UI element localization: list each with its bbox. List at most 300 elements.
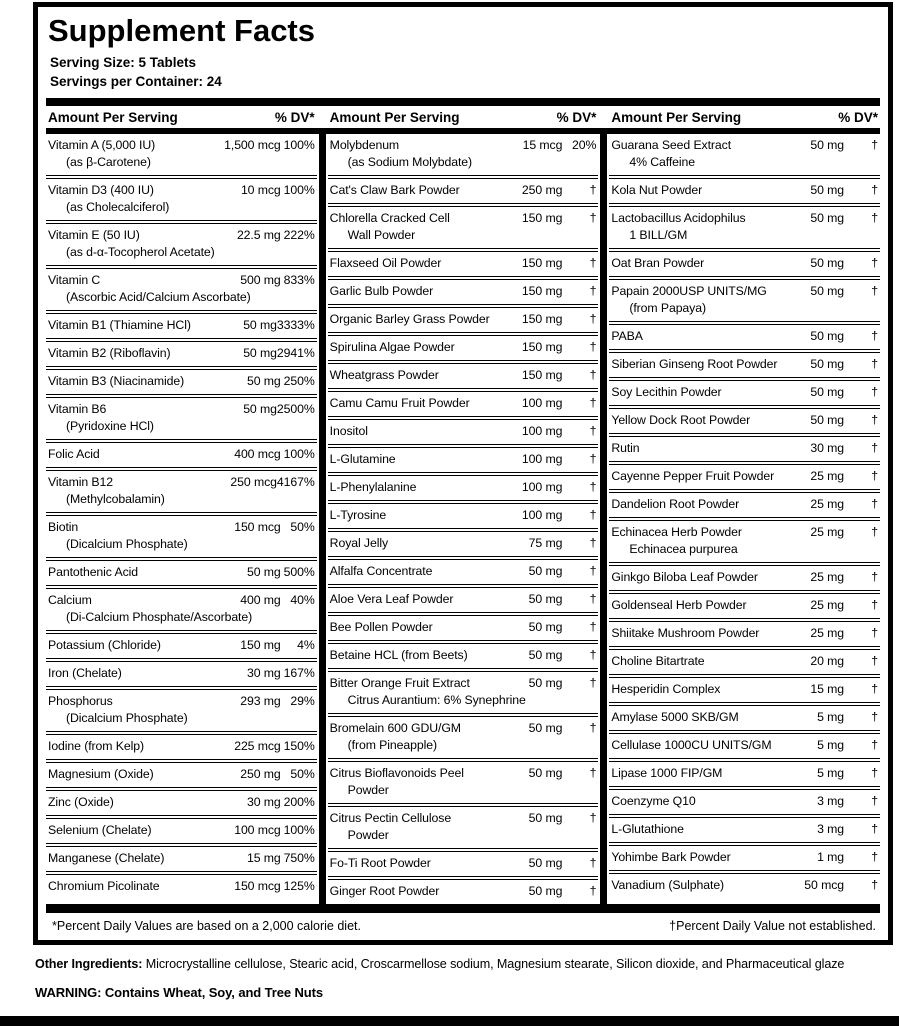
ingredient-row xyxy=(328,332,599,360)
ingredient-subname: (Dicalcium Phosphate) xyxy=(66,537,188,551)
ingredient-row xyxy=(609,618,880,646)
ingredient-dv: † xyxy=(871,284,879,298)
bottom-black-bar xyxy=(0,1016,899,1026)
ingredient-dv: † xyxy=(589,811,597,825)
ingredient-row xyxy=(609,134,880,175)
ingredient-amount: 1 mg xyxy=(817,850,845,864)
ingredient-dv: † xyxy=(871,256,879,270)
ingredient-amount: 150 mcg xyxy=(234,520,281,534)
ingredient-dv: † xyxy=(589,508,597,522)
ingredient-name: Selenium (Chelate) xyxy=(48,823,152,837)
ingredient-amount: 150 mg xyxy=(521,340,563,354)
ingredient-name: Vitamin B12 xyxy=(48,475,113,489)
ingredient-amount: 50 mg xyxy=(528,620,563,634)
ingredient-amount: 1,500 mcg xyxy=(224,138,281,152)
ingredient-name: Cayenne Pepper Fruit Powder xyxy=(611,469,775,483)
ingredient-row xyxy=(609,562,880,590)
ingredient-subname: (Pyridoxine HCl) xyxy=(66,419,154,433)
ingredient-row xyxy=(609,203,880,248)
ingredient-dv: † xyxy=(871,570,879,584)
ingredient-name: Amylase 5000 SKB/GM xyxy=(611,710,739,724)
ingredient-dv: † xyxy=(589,452,597,466)
ingredient-amount: 100 mg xyxy=(521,480,563,494)
ingredient-row xyxy=(328,388,599,416)
ingredient-amount: 50 mg xyxy=(528,564,563,578)
ingredient-name: L-Glutamine xyxy=(329,452,396,466)
ingredient-dv: 3333% xyxy=(276,318,315,332)
ingredient-row xyxy=(328,444,599,472)
ingredient-dv: † xyxy=(871,738,879,752)
ingredient-amount: 30 mg xyxy=(246,795,281,809)
ingredient-amount: 50 mg xyxy=(810,329,845,343)
ingredient-row xyxy=(46,871,317,899)
serving-info xyxy=(44,53,882,91)
ingredient-amount: 250 mg xyxy=(240,767,281,781)
ingredient-name: Siberian Ginseng Root Powder xyxy=(611,357,778,371)
ingredient-dv: † xyxy=(871,441,879,455)
ingredient-dv: 250% xyxy=(283,374,315,388)
percent-dv-label: % DV* xyxy=(838,110,879,125)
ingredient-dv: 167% xyxy=(283,666,315,680)
ingredient-amount: 293 mg xyxy=(240,694,281,708)
ingredient-amount: 50 mg xyxy=(246,374,281,388)
ingredient-name: Citrus Bioflavonoids Peel xyxy=(329,766,464,780)
ingredient-row xyxy=(609,674,880,702)
ingredient-amount: 50 mg xyxy=(810,385,845,399)
ingredient-row xyxy=(46,658,317,686)
ingredient-amount: 25 mg xyxy=(810,469,845,483)
ingredient-dv: † xyxy=(871,654,879,668)
ingredient-dv: † xyxy=(871,878,879,892)
ingredient-row xyxy=(328,803,599,848)
ingredient-name: PABA xyxy=(611,329,643,343)
ingredient-name: Chromium Picolinate xyxy=(48,879,160,893)
ingredient-row xyxy=(328,248,599,276)
ingredient-subname: Powder xyxy=(347,828,389,842)
ingredient-row xyxy=(46,394,317,439)
allergen-warning: WARNING: Contains Wheat, Soy, and Tree Nuts xyxy=(35,985,323,1000)
ingredient-amount: 100 mg xyxy=(521,424,563,438)
ingredient-amount: 15 mg xyxy=(810,682,845,696)
ingredient-name: Bromelain 600 GDU/GM xyxy=(329,721,461,735)
ingredient-name: Organic Barley Grass Powder xyxy=(329,312,490,326)
ingredient-name: Magnesium (Oxide) xyxy=(48,767,154,781)
ingredient-amount: 50 mg xyxy=(810,211,845,225)
ingredient-amount: 250 mg xyxy=(521,183,563,197)
ingredient-amount: 50 mg xyxy=(243,346,277,360)
ingredient-row xyxy=(609,489,880,517)
ingredient-name: Cat's Claw Bark Powder xyxy=(329,183,460,197)
ingredient-name: Bitter Orange Fruit Extract xyxy=(329,676,470,690)
ingredient-amount: 5 mg xyxy=(817,738,845,752)
ingredient-subname: (Methylcobalamin) xyxy=(66,492,165,506)
ingredient-name: Goldenseal Herb Powder xyxy=(611,598,747,612)
ingredient-subname: (as d-α-Tocopherol Acetate) xyxy=(66,245,215,259)
ingredient-row xyxy=(46,175,317,220)
ingredient-dv: † xyxy=(871,626,879,640)
ingredient-name: Molybdenum xyxy=(329,138,400,152)
ingredient-dv: † xyxy=(589,856,597,870)
ingredient-dv: 50% xyxy=(290,767,315,781)
ingredient-name: Rutin xyxy=(611,441,640,455)
ingredient-amount: 50 mg xyxy=(243,318,277,332)
ingredient-name: Oat Bran Powder xyxy=(611,256,705,270)
ingredient-amount: 22.5 mg xyxy=(236,228,281,242)
ingredient-dv: † xyxy=(589,340,597,354)
ingredient-row xyxy=(328,640,599,668)
ingredient-dv: 100% xyxy=(283,823,315,837)
ingredient-amount: 25 mg xyxy=(810,497,845,511)
ingredient-columns xyxy=(46,134,880,904)
ingredient-row xyxy=(609,730,880,758)
ingredient-name: Manganese (Chelate) xyxy=(48,851,165,865)
ingredient-dv: † xyxy=(589,620,597,634)
ingredient-amount: 25 mg xyxy=(810,626,845,640)
serving-size: Serving Size: 5 Tablets xyxy=(50,55,197,70)
ingredient-row xyxy=(609,646,880,674)
ingredient-dv: 4% xyxy=(297,638,315,652)
header-divider-bar xyxy=(46,98,880,106)
ingredient-row xyxy=(609,590,880,618)
ingredient-row xyxy=(328,203,599,248)
ingredient-dv: † xyxy=(871,469,879,483)
ingredient-dv: 100% xyxy=(283,138,315,152)
ingredient-dv: † xyxy=(871,138,879,152)
ingredient-amount: 50 mg xyxy=(810,357,845,371)
ingredient-dv: 222% xyxy=(283,228,315,242)
ingredient-name: Inositol xyxy=(329,424,368,438)
footer-divider-bar xyxy=(46,904,880,913)
ingredient-name: Kola Nut Powder xyxy=(611,183,703,197)
ingredient-dv: † xyxy=(871,329,879,343)
ingredient-name: Vitamin B3 (Niacinamide) xyxy=(48,374,185,388)
ingredient-name: Vanadium (Sulphate) xyxy=(611,878,725,892)
ingredient-name: Camu Camu Fruit Powder xyxy=(329,396,470,410)
ingredient-row xyxy=(46,310,317,338)
ingredient-amount: 75 mg xyxy=(528,536,563,550)
ingredient-name: Shiitake Mushroom Powder xyxy=(611,626,760,640)
other-ingredients xyxy=(35,956,893,972)
ingredient-name: Alfalfa Concentrate xyxy=(329,564,433,578)
ingredient-row xyxy=(328,668,599,713)
ingredient-name: Cellulase 1000CU UNITS/GM xyxy=(611,738,772,752)
ingredient-name: Iron (Chelate) xyxy=(48,666,122,680)
ingredient-dv: 40% xyxy=(290,593,315,607)
amount-per-serving-label: Amount Per Serving xyxy=(611,110,742,125)
ingredient-name: Folic Acid xyxy=(48,447,100,461)
ingredient-amount: 5 mg xyxy=(817,766,845,780)
ingredient-dv: † xyxy=(871,822,879,836)
ingredient-amount: 250 mcg xyxy=(230,475,277,489)
ingredient-row xyxy=(328,276,599,304)
ingredient-amount: 10 mcg xyxy=(240,183,281,197)
not-established-footnote: †Percent Daily Value not established. xyxy=(669,919,876,933)
ingredient-dv: † xyxy=(589,183,597,197)
ingredient-amount: 50 mg xyxy=(243,402,277,416)
amount-per-serving-label: Amount Per Serving xyxy=(48,110,178,125)
percent-dv-label: % DV* xyxy=(274,110,315,125)
ingredient-name: Phosphorus xyxy=(48,694,113,708)
ingredient-name: Vitamin B1 (Thiamine HCl) xyxy=(48,318,191,332)
ingredient-dv: † xyxy=(589,721,597,735)
ingredient-dv: 200% xyxy=(283,795,315,809)
column-headers xyxy=(46,106,880,128)
ingredient-amount: 50 mg xyxy=(528,648,563,662)
ingredient-dv: † xyxy=(589,648,597,662)
ingredient-row xyxy=(328,175,599,203)
ingredient-amount: 150 mg xyxy=(521,312,563,326)
column-separator xyxy=(600,134,607,904)
ingredient-amount: 50 mg xyxy=(810,256,845,270)
ingredient-amount: 150 mcg xyxy=(234,879,281,893)
ingredient-row xyxy=(609,175,880,203)
servings-per-container: Servings per Container: 24 xyxy=(50,74,222,89)
ingredient-amount: 150 mg xyxy=(521,284,563,298)
ingredient-amount: 3 mg xyxy=(817,822,845,836)
ingredient-row xyxy=(609,461,880,489)
ingredient-name: Ginkgo Biloba Leaf Powder xyxy=(611,570,758,584)
column-header-gap xyxy=(598,106,609,128)
ingredient-dv: 150% xyxy=(283,739,315,753)
ingredient-row xyxy=(609,433,880,461)
ingredient-column-3 xyxy=(609,134,880,904)
ingredient-amount: 50 mg xyxy=(528,721,563,735)
ingredient-row xyxy=(46,585,317,630)
ingredient-subname: (from Papaya) xyxy=(629,301,706,315)
ingredient-row xyxy=(609,377,880,405)
ingredient-dv: † xyxy=(589,368,597,382)
ingredient-dv: 2941% xyxy=(276,346,315,360)
ingredient-name: Yohimbe Bark Powder xyxy=(611,850,731,864)
ingredient-name: Chlorella Cracked Cell xyxy=(329,211,450,225)
ingredient-dv: 50% xyxy=(290,520,315,534)
ingredient-row xyxy=(328,360,599,388)
ingredient-row xyxy=(609,321,880,349)
ingredient-amount: 5 mg xyxy=(817,710,845,724)
ingredient-row xyxy=(46,439,317,467)
ingredient-row xyxy=(609,870,880,898)
ingredient-name: Aloe Vera Leaf Powder xyxy=(329,592,454,606)
ingredient-name: Vitamin B6 xyxy=(48,402,107,416)
ingredient-row xyxy=(609,702,880,730)
ingredient-subname: Wall Powder xyxy=(347,228,416,242)
ingredient-row xyxy=(328,584,599,612)
ingredient-row xyxy=(328,713,599,758)
ingredient-name: Coenzyme Q10 xyxy=(611,794,696,808)
ingredient-row xyxy=(609,758,880,786)
ingredient-row xyxy=(609,814,880,842)
ingredient-amount: 25 mg xyxy=(810,525,845,539)
amount-per-serving-label: Amount Per Serving xyxy=(329,110,460,125)
ingredient-amount: 100 mcg xyxy=(234,823,281,837)
ingredient-name: Iodine (from Kelp) xyxy=(48,739,144,753)
ingredient-row xyxy=(328,134,599,175)
ingredient-row xyxy=(46,815,317,843)
ingredient-amount: 100 mg xyxy=(521,452,563,466)
ingredient-dv: † xyxy=(871,183,879,197)
ingredient-name: Soy Lecithin Powder xyxy=(611,385,722,399)
ingredient-name: L-Tyrosine xyxy=(329,508,387,522)
ingredient-dv: † xyxy=(871,850,879,864)
footnotes xyxy=(44,913,882,940)
ingredient-dv: 100% xyxy=(283,447,315,461)
ingredient-row xyxy=(609,842,880,870)
ingredient-dv: † xyxy=(871,598,879,612)
ingredient-name: Vitamin A (5,000 IU) xyxy=(48,138,156,152)
ingredient-dv: 2500% xyxy=(276,402,315,416)
ingredient-subname: 1 BILL/GM xyxy=(629,228,688,242)
ingredient-name: Vitamin D3 (400 IU) xyxy=(48,183,154,197)
ingredient-name: Citrus Pectin Cellulose xyxy=(329,811,452,825)
ingredient-row xyxy=(46,630,317,658)
ingredient-name: Hesperidin Complex xyxy=(611,682,721,696)
ingredient-row xyxy=(46,731,317,759)
ingredient-dv: † xyxy=(871,794,879,808)
ingredient-name: Vitamin E (50 IU) xyxy=(48,228,140,242)
ingredient-name: Potassium (Chloride) xyxy=(48,638,161,652)
ingredient-amount: 50 mg xyxy=(528,766,563,780)
ingredient-amount: 50 mg xyxy=(810,413,845,427)
ingredient-amount: 50 mg xyxy=(528,884,563,898)
column-header-1 xyxy=(46,106,317,128)
ingredient-dv: † xyxy=(589,564,597,578)
ingredient-row xyxy=(46,134,317,175)
column-header-3 xyxy=(609,106,880,128)
ingredient-amount: 25 mg xyxy=(810,570,845,584)
ingredient-row xyxy=(46,366,317,394)
ingredient-name: Wheatgrass Powder xyxy=(329,368,439,382)
ingredient-dv: 29% xyxy=(290,694,315,708)
ingredient-name: Fo-Ti Root Powder xyxy=(329,856,431,870)
ingredient-amount: 50 mg xyxy=(810,284,845,298)
ingredient-dv: † xyxy=(871,682,879,696)
ingredient-column-1 xyxy=(46,134,317,904)
ingredient-dv: † xyxy=(589,592,597,606)
daily-value-footnote: *Percent Daily Values are based on a 2,000 calorie diet. xyxy=(52,919,361,933)
ingredient-dv: 125% xyxy=(283,879,315,893)
ingredient-row xyxy=(328,304,599,332)
ingredient-amount: 150 mg xyxy=(240,638,281,652)
ingredient-dv: † xyxy=(871,357,879,371)
ingredient-row xyxy=(46,220,317,265)
ingredient-column-2 xyxy=(328,134,599,904)
ingredient-row xyxy=(46,787,317,815)
percent-dv-label: % DV* xyxy=(556,110,597,125)
ingredient-name: Flaxseed Oil Powder xyxy=(329,256,442,270)
panel-title: Supplement Facts xyxy=(48,13,315,48)
ingredient-name: Papain 2000USP UNITS/MG xyxy=(611,284,767,298)
other-ingredients-label: Other Ingredients: xyxy=(35,957,143,971)
ingredient-dv: † xyxy=(871,211,879,225)
ingredient-name: Choline Bitartrate xyxy=(611,654,705,668)
ingredient-row xyxy=(46,338,317,366)
ingredient-dv: 750% xyxy=(283,851,315,865)
ingredient-row xyxy=(328,848,599,876)
ingredient-dv: † xyxy=(589,211,597,225)
ingredient-dv: † xyxy=(589,396,597,410)
ingredient-dv: † xyxy=(871,497,879,511)
ingredient-row xyxy=(46,557,317,585)
ingredient-subname: (Ascorbic Acid/Calcium Ascorbate) xyxy=(66,290,251,304)
ingredient-row xyxy=(609,276,880,321)
ingredient-row xyxy=(328,416,599,444)
ingredient-row xyxy=(46,686,317,731)
ingredient-amount: 500 mg xyxy=(240,273,281,287)
ingredient-row xyxy=(328,500,599,528)
ingredient-dv: 833% xyxy=(283,273,315,287)
ingredient-name: Zinc (Oxide) xyxy=(48,795,114,809)
ingredient-dv: † xyxy=(589,256,597,270)
ingredient-amount: 225 mcg xyxy=(234,739,281,753)
ingredient-amount: 3 mg xyxy=(817,794,845,808)
ingredient-row xyxy=(609,517,880,562)
ingredient-name: Lipase 1000 FIP/GM xyxy=(611,766,723,780)
ingredient-row xyxy=(46,843,317,871)
below-panel-text xyxy=(35,956,893,1001)
ingredient-row xyxy=(328,876,599,904)
ingredient-name: Bee Pollen Powder xyxy=(329,620,433,634)
ingredient-dv: † xyxy=(589,312,597,326)
ingredient-row xyxy=(46,512,317,557)
ingredient-row xyxy=(46,759,317,787)
ingredient-amount: 50 mg xyxy=(246,565,281,579)
ingredient-name: Lactobacillus Acidophilus xyxy=(611,211,746,225)
ingredient-row xyxy=(328,528,599,556)
ingredient-dv: † xyxy=(589,424,597,438)
ingredient-dv: † xyxy=(589,884,597,898)
ingredient-subname: (as Cholecalciferol) xyxy=(66,200,170,214)
ingredient-amount: 50 mg xyxy=(528,676,563,690)
ingredient-name: L-Phenylalanine xyxy=(329,480,417,494)
ingredient-row xyxy=(328,556,599,584)
ingredient-subname: (Dicalcium Phosphate) xyxy=(66,711,188,725)
ingredient-name: Vitamin C xyxy=(48,273,101,287)
ingredient-dv: † xyxy=(871,413,879,427)
ingredient-subname: 4% Caffeine xyxy=(629,155,696,169)
ingredient-amount: 20 mg xyxy=(810,654,845,668)
ingredient-row xyxy=(609,786,880,814)
ingredient-subname: (Di-Calcium Phosphate/Ascorbate) xyxy=(66,610,253,624)
ingredient-name: Royal Jelly xyxy=(329,536,389,550)
ingredient-subname: Echinacea purpurea xyxy=(629,542,738,556)
ingredient-row xyxy=(328,612,599,640)
ingredient-subname: Powder xyxy=(347,783,389,797)
ingredient-name: Vitamin B2 (Riboflavin) xyxy=(48,346,171,360)
ingredient-dv: † xyxy=(589,480,597,494)
ingredient-subname: (as Sodium Molybdate) xyxy=(347,155,473,169)
ingredient-amount: 50 mg xyxy=(810,183,845,197)
ingredient-name: Guarana Seed Extract xyxy=(611,138,732,152)
ingredient-subname: (as β-Carotene) xyxy=(66,155,151,169)
ingredient-row xyxy=(46,467,317,512)
ingredient-amount: 400 mg xyxy=(240,593,281,607)
ingredient-amount: 15 mcg xyxy=(522,138,563,152)
ingredient-amount: 50 mg xyxy=(528,592,563,606)
ingredient-name: Echinacea Herb Powder xyxy=(611,525,742,539)
ingredient-amount: 25 mg xyxy=(810,598,845,612)
ingredient-row xyxy=(328,758,599,803)
ingredient-amount: 30 mg xyxy=(246,666,281,680)
ingredient-name: Pantothenic Acid xyxy=(48,565,139,579)
ingredient-name: Ginger Root Powder xyxy=(329,884,440,898)
ingredient-dv: † xyxy=(589,766,597,780)
ingredient-row xyxy=(609,349,880,377)
ingredient-subname: Citrus Aurantium: 6% Synephrine xyxy=(347,693,526,707)
ingredient-name: L-Glutathione xyxy=(611,822,684,836)
ingredient-dv: † xyxy=(589,284,597,298)
ingredient-amount: 50 mcg xyxy=(804,878,845,892)
ingredient-dv: 100% xyxy=(283,183,315,197)
